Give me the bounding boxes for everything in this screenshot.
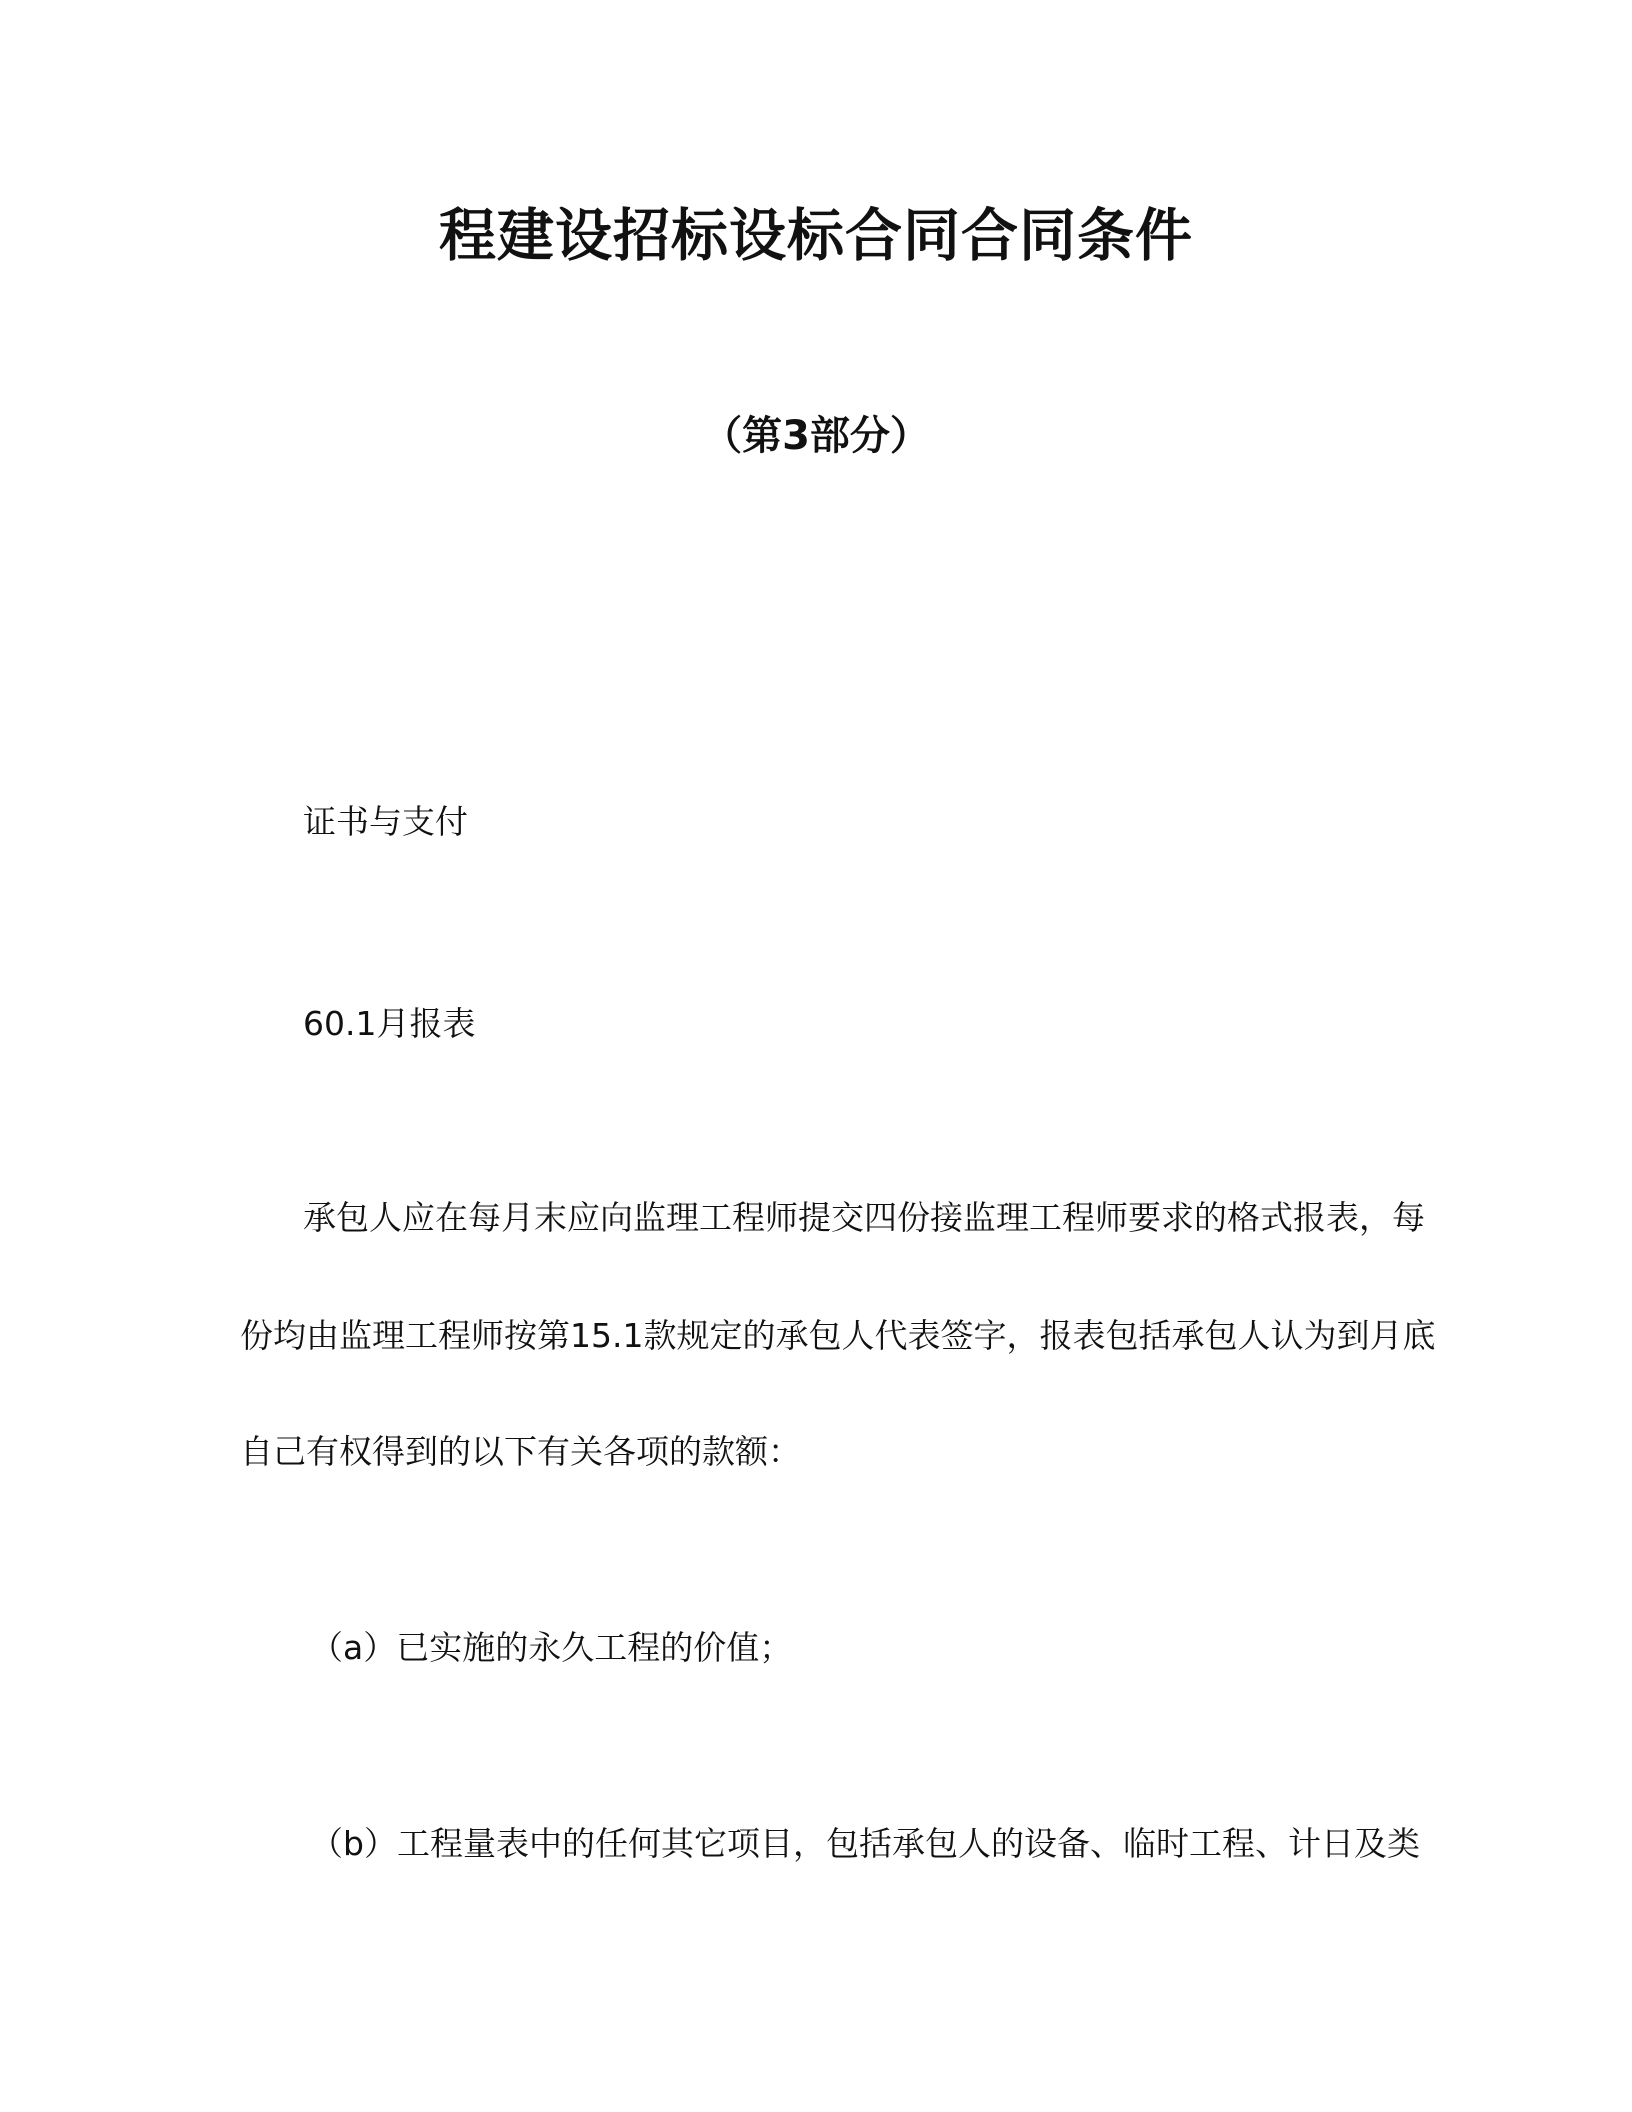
section-heading: 证书与支付 xyxy=(303,802,468,841)
list-item-b: （b）工程量表中的任何其它项目，包括承包人的设备、临时工程、计日及类 xyxy=(310,1824,1420,1863)
document-title: 程建设招标设标合同合同条件 xyxy=(439,203,1193,269)
paragraph-line: 自己有权得到的以下有关各项的款额： xyxy=(240,1432,801,1471)
clause-heading: 60.1月报表 xyxy=(303,1004,476,1043)
paragraph-line: 份均由监理工程师按第15.1款规定的承包人代表签字，报表包括承包人认为到月底 xyxy=(240,1316,1436,1355)
document-subtitle: （第3部分） xyxy=(702,413,930,459)
paragraph-line: 承包人应在每月末应向监理工程师提交四份接监理工程师要求的格式报表，每 xyxy=(303,1198,1425,1237)
list-item-a: （a）已实施的永久工程的价值； xyxy=(310,1628,793,1667)
